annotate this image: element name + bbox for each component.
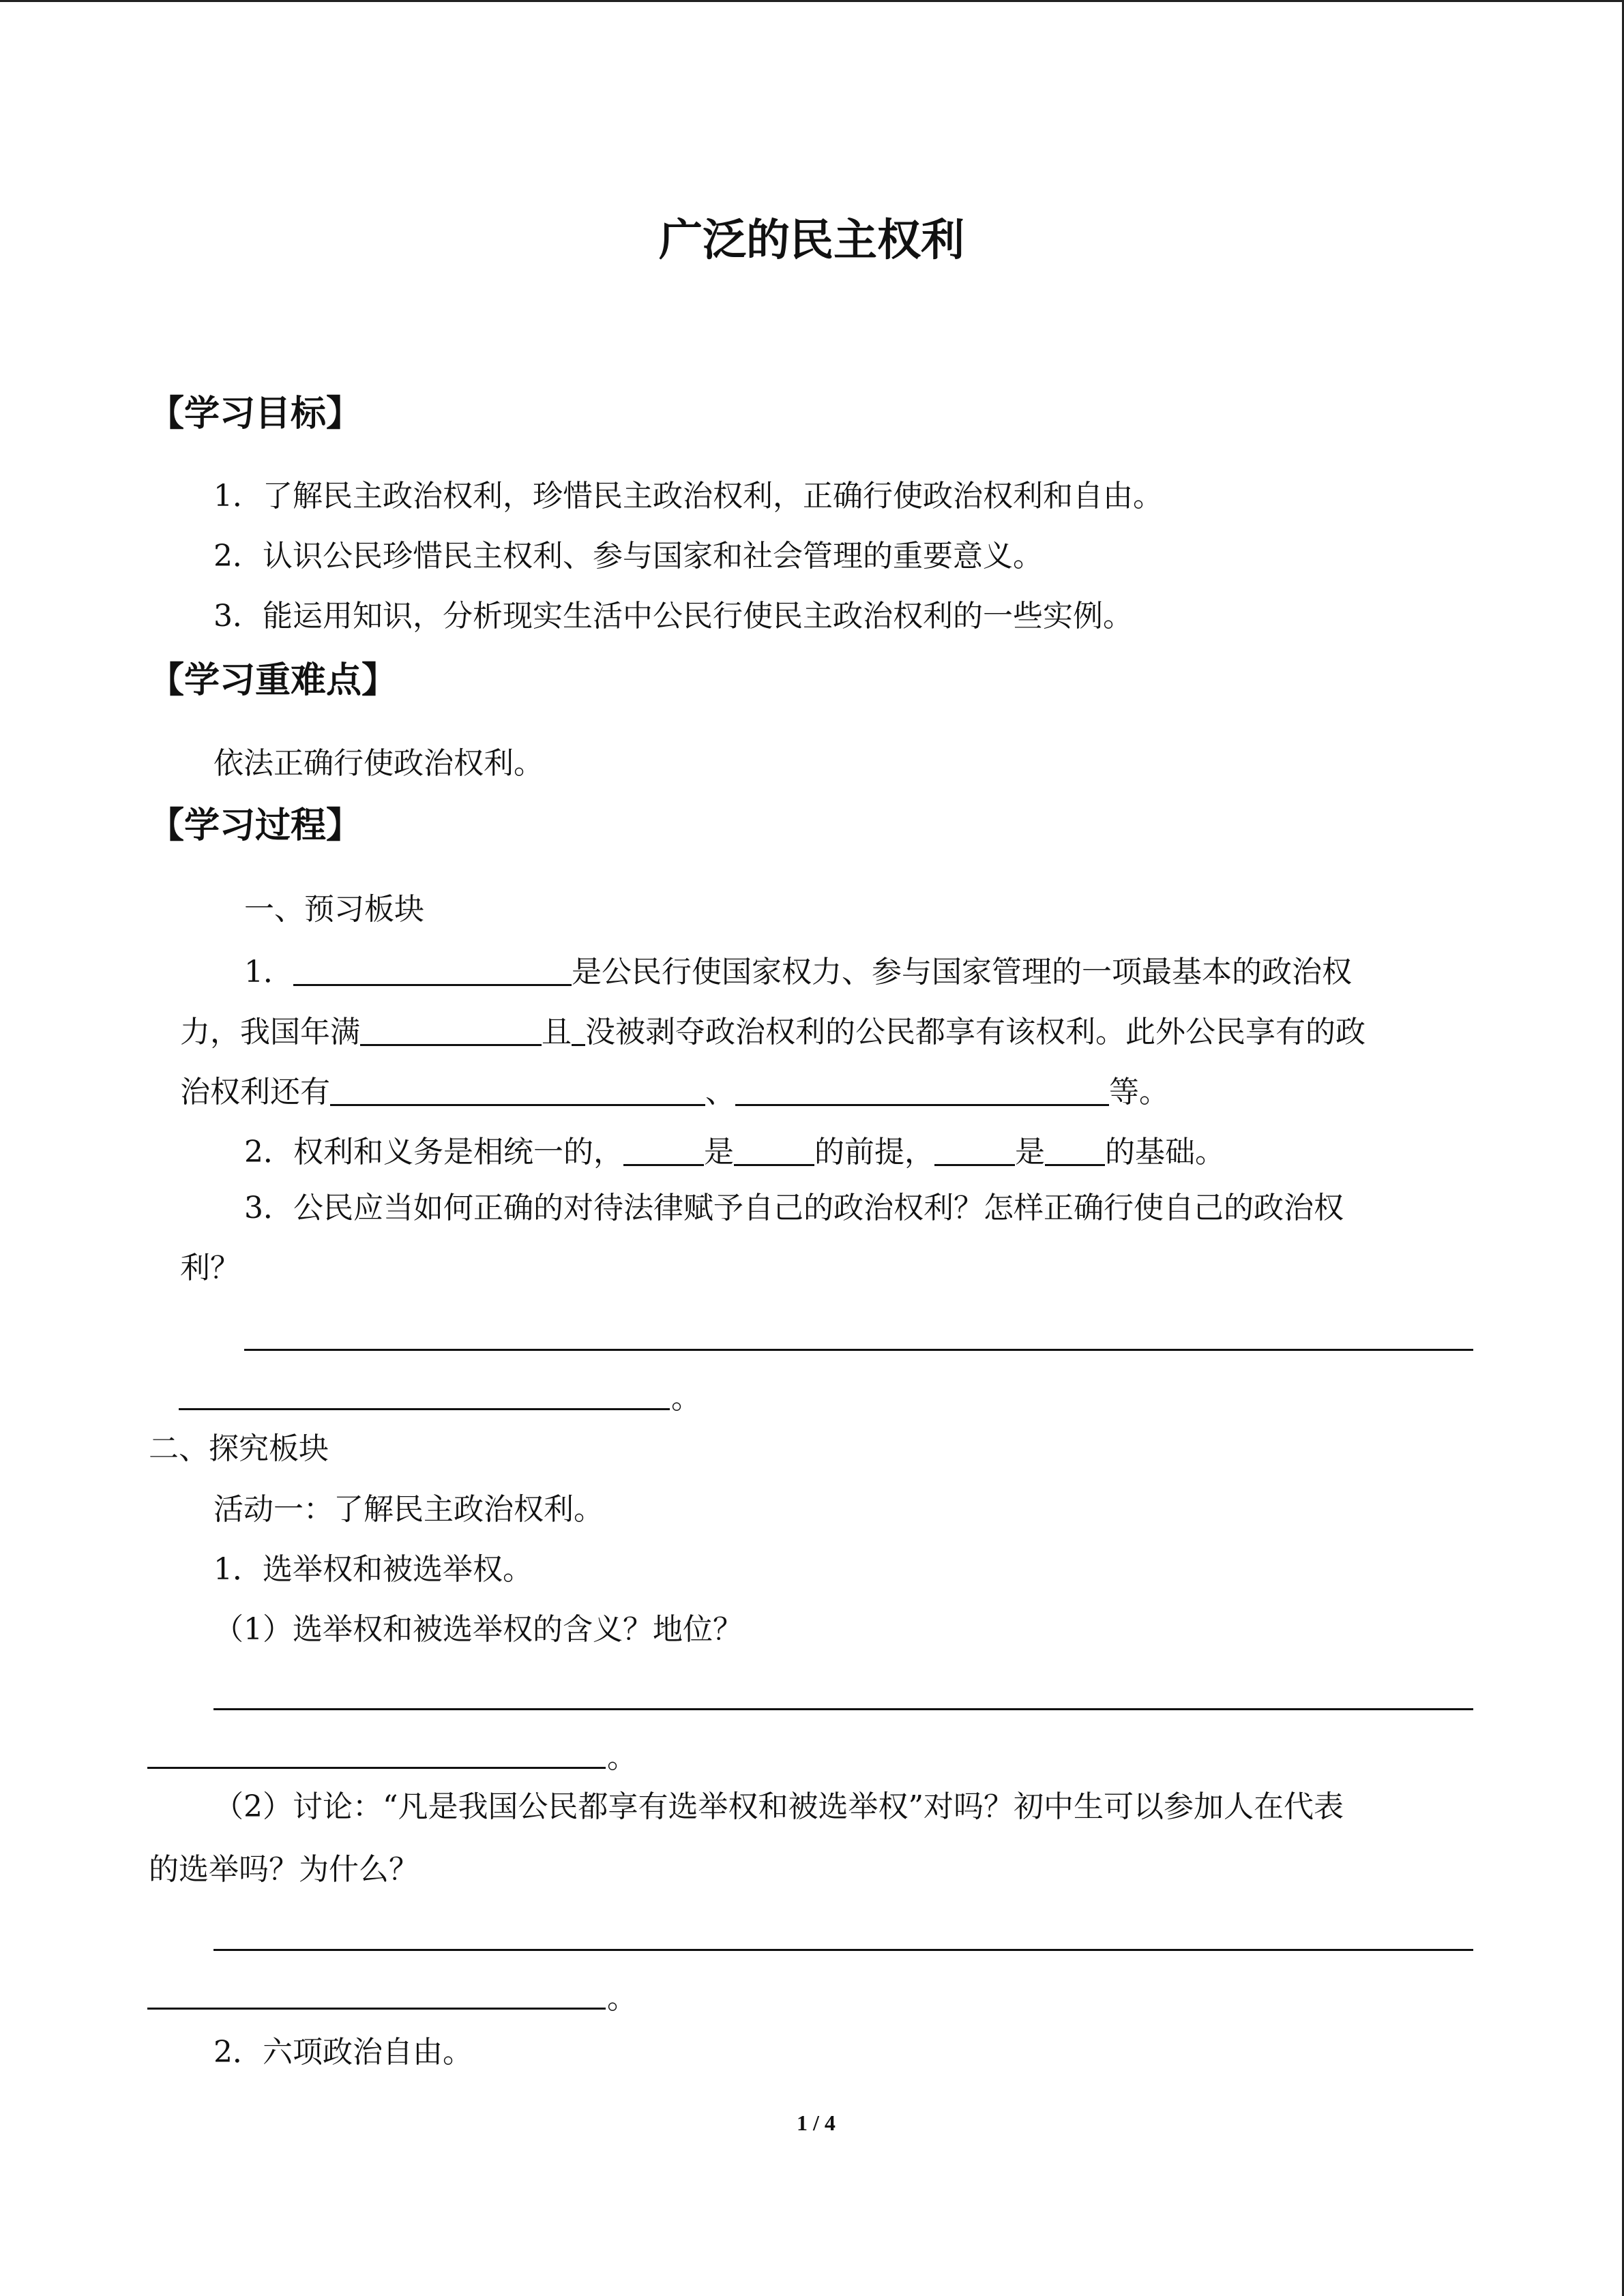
q3-answer-line-1[interactable] [244,1349,1473,1351]
explore-sub-2-line2: 的选举吗？为什么？ [149,1852,419,1887]
preview-q1-line3 [180,1074,1169,1107]
goal-item-3: 3．能运用知识，分析现实生活中公民行使民主政治权利的一些实例。 [213,599,1133,633]
preview-q1-line1 [244,954,1352,987]
explore-item-1: 1．选举权和被选举权。 [213,1552,533,1587]
q1-blank-4[interactable] [735,1074,1109,1106]
goal-item-2: 2．认识公民珍惜民主权利、参与国家和社会管理的重要意义。 [213,539,1043,573]
q1-text-f: 、 [705,1075,735,1109]
q1-text-b: 力，我国年满 [180,1015,360,1049]
keypoints-text: 依法正确行使政治权利。 [213,746,544,781]
q1-text-d: 没被剥夺政治权利的公民都享有该权利。此外公民享有的政 [585,1015,1365,1049]
goal-item-1: 1．了解民主政治权利，珍惜民主政治权利，正确行使政治权利和自由。 [213,479,1163,513]
q1-text-c: 且 [542,1015,572,1049]
preview-heading: 一、预习板块 [244,892,424,927]
q1-number: 1． [244,955,293,989]
q2-blank-1[interactable] [623,1134,704,1166]
preview-q3-line2: 利？ [180,1251,240,1285]
q1-blank-3[interactable] [330,1074,705,1106]
explore-sub-1: （1）选举权和被选举权的含义？地位？ [213,1612,743,1647]
sub2-answer-line-2[interactable] [147,2008,606,2010]
q2-text-e: 的基础。 [1105,1135,1225,1169]
explore-heading: 二、探究板块 [149,1431,329,1466]
preview-q2 [244,1134,1225,1167]
q2-text-b: 是 [704,1135,734,1169]
q3-period: 。 [671,1381,701,1416]
q2-text-d: 是 [1015,1135,1045,1169]
page-title: 广泛的民主权利 [659,215,964,266]
sub1-answer-line-2[interactable] [147,1767,606,1769]
sub1-answer-line-1[interactable] [213,1708,1473,1710]
process-heading: 【学习过程】 [149,805,362,846]
explore-item-2: 2．六项政治自由。 [213,2035,473,2070]
sub2-period: 。 [607,1981,637,2016]
q1-blank-2[interactable] [360,1014,542,1046]
q2-blank-4[interactable] [1045,1134,1105,1166]
keypoints-heading: 【学习重难点】 [149,659,398,701]
q2-blank-2[interactable] [734,1134,814,1166]
q2-text-a: 2．权利和义务是相统一的， [244,1135,623,1169]
q2-text-c: 的前提， [814,1135,934,1169]
q1-text-a: 是公民行使国家权力、参与国家管理的一项最基本的政治权 [572,955,1352,989]
sub1-period: 。 [607,1740,637,1775]
page-number: 1 / 4 [797,2111,836,2135]
q1-blank-small [572,1014,585,1046]
explore-sub-2-line1: （2）讨论：“凡是我国公民都享有选举权和被选举权”对吗？初中生可以参加人在代表 [213,1789,1344,1824]
q1-text-e: 治权利还有 [180,1075,330,1109]
q2-blank-3[interactable] [934,1134,1015,1166]
q1-blank-1[interactable] [293,954,572,986]
goals-heading: 【学习目标】 [149,393,362,434]
sub2-answer-line-1[interactable] [213,1949,1473,1951]
q3-answer-line-2[interactable] [179,1408,670,1410]
activity-1: 活动一：了解民主政治权利。 [213,1492,604,1527]
preview-q1-line2 [180,1014,1365,1047]
preview-q3-line1: 3．公民应当如何正确的对待法律赋予自己的政治权利？怎样正确行使自己的政治权 [244,1191,1344,1225]
q1-text-g: 等。 [1109,1075,1169,1109]
